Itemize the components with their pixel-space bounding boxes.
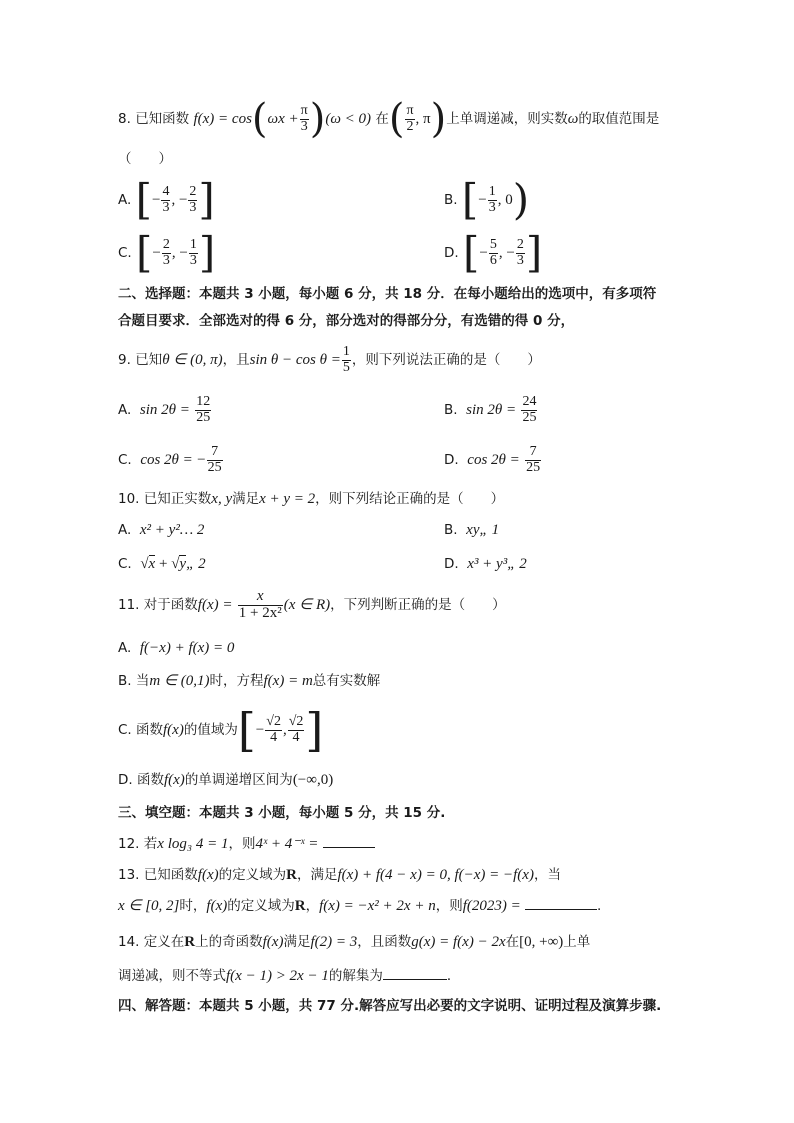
option-b: B. 当m ∈ (0,1)时，方程f(x) = m总有实数解 xyxy=(118,673,381,689)
question-14: 14. 定义在R上的奇函数f(x)满足f(2) = 3，且函数g(x) = f(x) − 2x在[0, +∞)上单 xyxy=(118,934,591,950)
paren-right: ) xyxy=(430,96,447,142)
section-heading: 三、填空题：本题共 3 小题，每小题 5 分，共 15 分. xyxy=(118,805,446,821)
question-11: 11. 对于函数f(x) = $\frac{x}{\text{1 + 2x²}}$ (x ∈ R)，下列判断正确的是（ ） xyxy=(118,587,506,621)
option-a: A. [− $\frac{4}{3}$ , − $\frac{2}{3}$ ] xyxy=(118,175,215,224)
option-d: D. x³ + y³„ 2 xyxy=(444,556,527,572)
option-a: A. sin 2θ = $\frac{12}{25}$ xyxy=(118,393,211,425)
option-c: C. 函数f(x)的值域为[− $\frac{√2}{4}$ , $\frac{√2}{4}$ ] xyxy=(118,703,324,757)
option-c: C. √x + √y„ 2 xyxy=(118,556,206,572)
option-a: A. x² + y²… 2 xyxy=(118,522,205,538)
section-heading: 四、解答题：本题共 5 小题，共 77 分.解答应写出必要的文字说明、证明过程及演算步骤. xyxy=(118,998,662,1014)
question-10: 10. 已知正实数x, y满足x + y = 2，则下列结论正确的是（ ） xyxy=(118,491,505,507)
paren-right: ) xyxy=(309,96,326,142)
option-d: D. 函数f(x)的单调递增区间为(−∞,0) xyxy=(118,772,334,788)
section-instructions: 合题目要求．全部选对的得 6 分，部分选对的得部分分，有选错的得 0 分， xyxy=(118,313,575,329)
option-b: B. sin 2θ = $\frac{24}{25}$ xyxy=(444,393,537,425)
question-13-cont: x ∈ [0, 2]时，f(x)的定义域为R，f(x) = −x² + 2x + n，则f(2023) = . xyxy=(118,898,602,914)
fraction: $\frac{\pi}{3}$ xyxy=(300,102,308,134)
math-expression: f(x) = cos xyxy=(193,111,252,127)
question-12: 12. 若x log₃ 4 = 1，则4ˣ + 4⁻ˣ = xyxy=(118,834,375,854)
question-8 xyxy=(118,97,659,141)
option-d: D. [− $\frac{5}{6}$ , − $\frac{2}{3}$ ] xyxy=(444,228,543,277)
math-expression: ωx + xyxy=(267,111,299,127)
math-symbol: ω xyxy=(567,111,579,127)
math-expression: , π xyxy=(415,111,431,127)
option-b: B. [− $\frac{1}{3}$ , 0) xyxy=(444,175,530,224)
question-14-cont: 调递减，则不等式f(x − 1) > 2x − 1的解集为 ． xyxy=(118,968,461,984)
fraction: $\frac{\pi}{2}$ xyxy=(406,102,414,134)
question-13: 13. 已知函数f(x)的定义域为R，满足f(x) + f(4 − x) = 0, f(−x) = −f(x)，当 xyxy=(118,867,561,883)
paren-left: ( xyxy=(251,96,268,142)
question-text: 已知函数 xyxy=(135,111,190,127)
question-text: 上单调递减，则实数 xyxy=(446,111,568,127)
question-number: 8. xyxy=(118,111,131,127)
option-c: C. [− $\frac{2}{3}$ , − $\frac{1}{3}$ ] xyxy=(118,228,216,277)
answer-parens: （ ） xyxy=(118,151,172,167)
option-c: C. cos 2θ = − $\frac{7}{25}$ xyxy=(118,443,222,475)
answer-blank[interactable] xyxy=(323,835,375,848)
section-heading: 二、选择题：本题共 3 小题，每小题 6 分，共 18 分．在每小题给出的选项中，有多项符 xyxy=(118,286,657,302)
answer-blank[interactable] xyxy=(525,897,597,910)
paren-left: ( xyxy=(388,96,405,142)
question-9: 9. 已知θ ∈ (0, π)，且sin θ − cos θ = $\frac{1}{5}$ ，则下列说法正确的是（ ） xyxy=(118,343,541,375)
option-d: D. cos 2θ = $\frac{7}{25}$ xyxy=(444,443,541,475)
question-text: 在 xyxy=(375,111,389,127)
option-a: A. f(−x) + f(x) = 0 xyxy=(118,640,235,656)
math-expression: (ω < 0) xyxy=(325,111,372,127)
option-b: B. xy„ 1 xyxy=(444,522,500,538)
question-text: 的取值范围是 xyxy=(578,111,660,127)
answer-blank[interactable] xyxy=(383,967,447,980)
